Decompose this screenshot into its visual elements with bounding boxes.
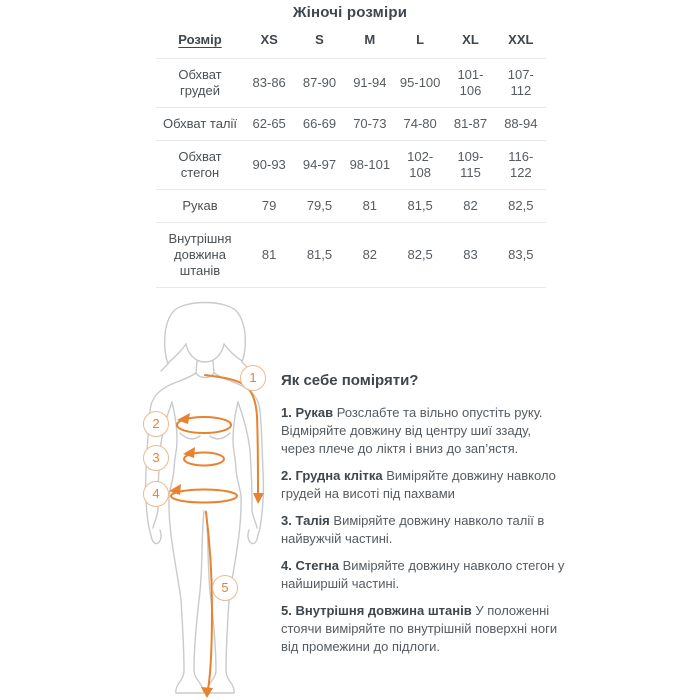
cell-value: 81-87 — [453, 116, 488, 131]
cell-value: 101-106 — [457, 67, 484, 98]
cell-value: 107-112 — [507, 67, 534, 98]
cell-value: 81 — [261, 247, 277, 262]
marker-number: 5 — [221, 580, 229, 595]
cell-value: 83 — [463, 247, 478, 262]
marker-number: 3 — [152, 450, 160, 465]
cell-value: 91-94 — [353, 75, 387, 90]
table-row-sleeve — [156, 190, 546, 223]
page-title: Жіночі розміри — [292, 4, 408, 21]
instruction-item-inseam: 5. Внутрішня довжина штанів У положенні стоячи виміряйте по внутрішній поверхні ноги від промежини до підлоги. — [281, 603, 558, 654]
col-header-xs: XS — [260, 32, 278, 47]
marker-sleeve — [240, 365, 266, 391]
measurement-diagram — [120, 292, 290, 700]
cell-value: 70-73 — [353, 116, 387, 131]
cell-value: 83,5 — [508, 247, 534, 262]
marker-number: 4 — [152, 486, 160, 501]
row-label: Обхват талії — [162, 116, 238, 131]
cell-value: 82 — [362, 247, 378, 262]
size-table — [156, 28, 546, 288]
cell-value: 81,5 — [407, 198, 433, 213]
marker-number: 2 — [152, 416, 160, 431]
cell-value: 82,5 — [508, 198, 534, 213]
cell-value: 102-108 — [407, 149, 434, 180]
size-table-header-row — [156, 28, 546, 59]
cell-value: 90-93 — [252, 157, 286, 172]
cell-value: 82 — [463, 198, 478, 213]
marker-number: 1 — [249, 370, 257, 385]
cell-value: 82,5 — [407, 247, 433, 262]
instruction-item-sleeve: 1. Рукав Розслабте та вільно опустіть руку. Відміряйте довжину від центру шиї ззаду, через плече до ліктя і вниз до зап’ястя. — [281, 405, 543, 456]
table-row-hips — [156, 141, 546, 190]
instruction-item-chest: 2. Грудна клітка Виміряйте довжину навколо грудей на висоті під пахвами — [281, 468, 556, 501]
cell-value: 98-101 — [349, 157, 391, 172]
table-row-inseam — [156, 223, 546, 288]
cell-value: 66-69 — [302, 116, 337, 131]
instruction-item-waist: 3. Талія Виміряйте довжину навколо талії в найвужчій частині. — [281, 513, 545, 546]
row-label: Обхват грудей — [178, 67, 222, 98]
row-label: Внутрішня довжина штанів — [168, 231, 232, 278]
marker-chest — [143, 411, 169, 437]
measure-instructions — [281, 372, 565, 665]
cell-value: 88-94 — [504, 116, 538, 131]
cell-value: 79,5 — [306, 198, 333, 213]
cell-value: 87-90 — [302, 75, 337, 90]
table-row-waist — [156, 108, 546, 141]
col-header-m: M — [364, 32, 376, 47]
instruction-item-hips: 4. Стегна Виміряйте довжину навколо стегон у найширшій частині. — [281, 558, 565, 591]
marker-hips — [143, 481, 169, 507]
cell-value: 62-65 — [252, 116, 286, 131]
col-header-s: S — [315, 32, 324, 47]
cell-value: 95-100 — [399, 75, 441, 90]
cell-value: 116-122 — [508, 149, 534, 180]
cell-value: 94-97 — [302, 157, 337, 172]
cell-value: 81,5 — [306, 247, 333, 262]
cell-value: 109-115 — [457, 149, 484, 180]
marker-waist — [143, 445, 169, 471]
col-header-l: L — [416, 32, 425, 47]
cell-value: 79 — [261, 198, 277, 213]
sleeve-measure-line — [205, 375, 258, 494]
marker-inseam — [212, 575, 238, 601]
inseam-measure-line — [206, 512, 212, 689]
col-header-xxl: XXL — [508, 32, 534, 47]
cell-value: 83-86 — [252, 75, 286, 90]
size-header-cell — [156, 28, 244, 59]
col-header-xl: XL — [462, 32, 479, 47]
row-label: Рукав — [182, 198, 218, 213]
table-row-chest — [156, 59, 546, 108]
row-label: Обхват стегон — [178, 149, 222, 180]
hips-measure-ellipse — [171, 490, 237, 503]
cell-value: 74-80 — [403, 116, 437, 131]
size-header-link[interactable]: Розмір — [178, 32, 222, 47]
instructions-heading: Як себе поміряти? — [281, 372, 419, 389]
cell-value: 81 — [362, 198, 378, 213]
